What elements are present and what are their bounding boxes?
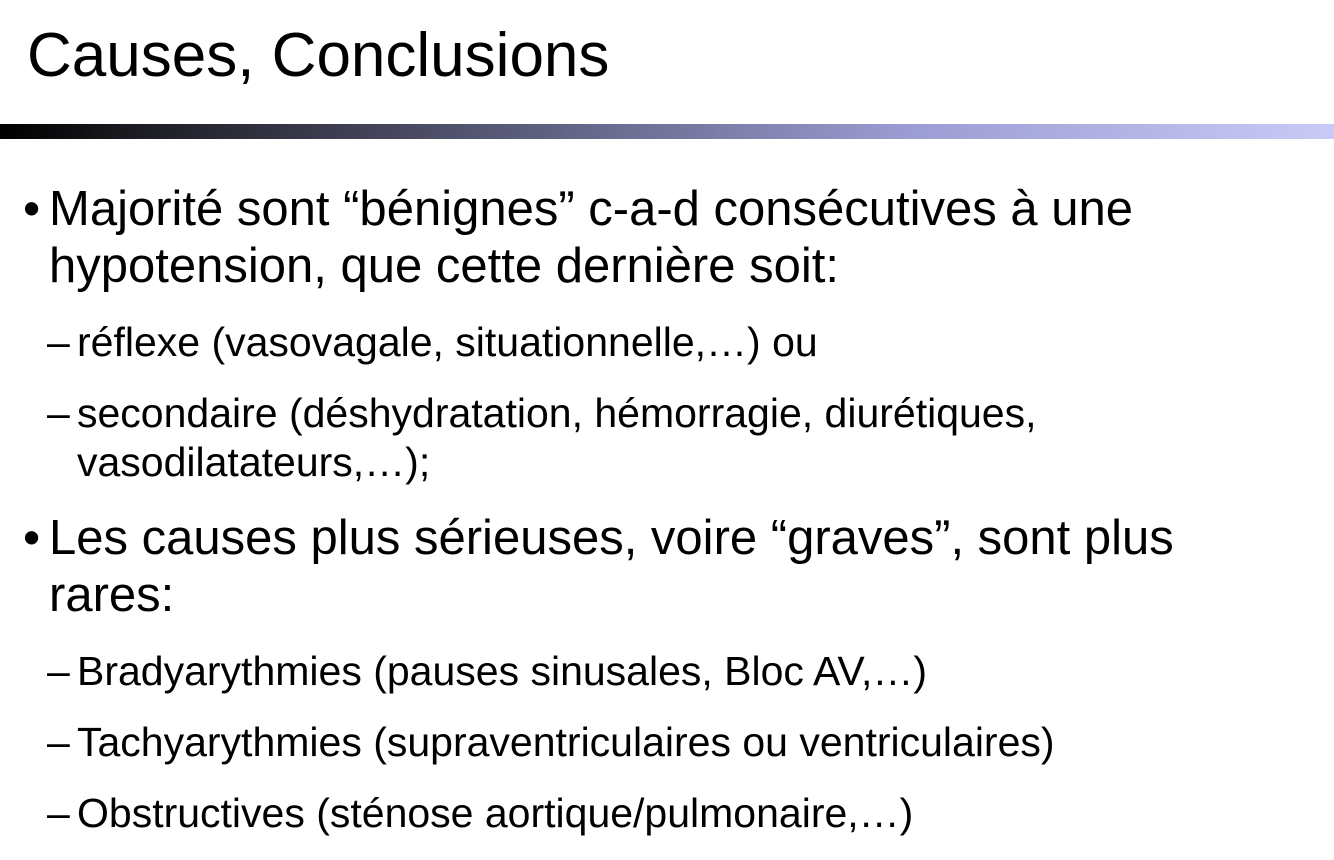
- sub-item: [47, 789, 1317, 838]
- bullet-text: Les causes plus sérieuses, voire “graves”, sont plus rares:: [49, 511, 1174, 622]
- sub-item-marker: –: [47, 719, 70, 765]
- sub-item-marker: –: [47, 390, 70, 436]
- bullet-marker: •: [23, 511, 41, 565]
- sub-item: [47, 718, 1317, 767]
- sub-item-marker: –: [47, 790, 70, 836]
- bullet-item: [23, 181, 1323, 295]
- sub-item-text: Bradyarythmies (pauses sinusales, Bloc AV,…): [77, 648, 927, 694]
- sub-item-marker: –: [47, 648, 70, 694]
- sub-item: [47, 318, 1317, 367]
- sub-item-text: secondaire (déshydratation, hémorragie, diurétiques, vasodilatateurs,…);: [77, 390, 1037, 485]
- bullet-marker: •: [23, 182, 41, 236]
- bullet-item: [23, 510, 1323, 624]
- sub-item-marker: –: [47, 319, 70, 365]
- sub-item-text: réflexe (vasovagale, situationnelle,…) ou: [77, 319, 818, 365]
- sub-item-text: Obstructives (sténose aortique/pulmonaire,…): [77, 790, 914, 836]
- sub-item: [47, 389, 1317, 487]
- bullet-text: Majorité sont “bénignes” c-a-d consécutives à une hypotension, que cette dernière soit:: [49, 182, 1134, 293]
- sub-item: [47, 647, 1317, 696]
- slide-title: Causes, Conclusions: [27, 21, 610, 90]
- sub-item-text: Tachyarythmies (supraventriculaires ou ventriculaires): [77, 719, 1055, 765]
